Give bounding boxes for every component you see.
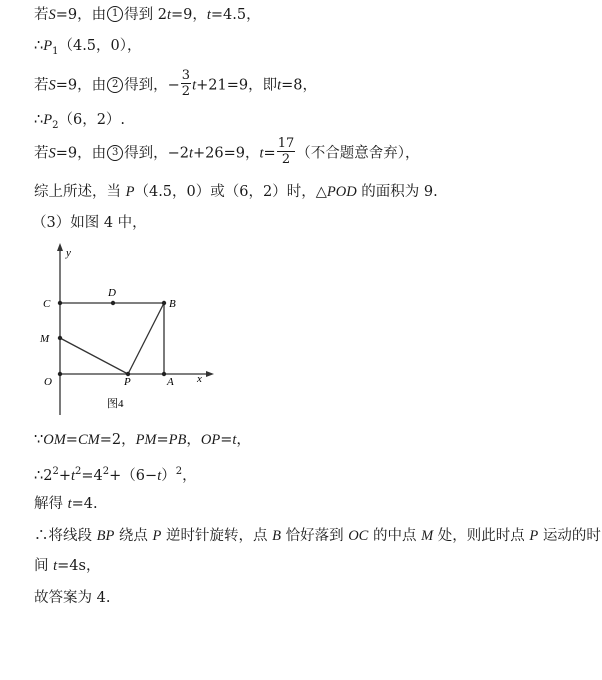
var-t: t	[232, 432, 237, 448]
var-p: P	[43, 112, 53, 128]
var-s: S	[48, 145, 56, 162]
point-o	[58, 372, 62, 376]
figure-4	[30, 240, 220, 420]
text: ，	[236, 432, 251, 448]
var-t: t	[53, 558, 58, 574]
text: 得到，−2	[124, 145, 189, 162]
text: 解得	[34, 496, 68, 512]
text: =9，	[171, 7, 207, 23]
text: ）	[161, 467, 176, 484]
text: 若	[34, 145, 49, 162]
solution-line-3	[34, 70, 317, 101]
therefore-symbol: ∴	[34, 467, 44, 484]
solution-line-1	[34, 5, 261, 25]
segment-pb: PB	[168, 432, 187, 448]
text: 若	[34, 77, 49, 94]
exponent: 2	[52, 466, 59, 477]
exponent: 2	[102, 466, 110, 477]
subscript: 1	[52, 45, 59, 57]
var-t: t	[259, 145, 264, 162]
text: 运动的时	[538, 528, 601, 544]
text: 的面积为 9.	[356, 184, 438, 200]
label-d: D	[108, 287, 116, 299]
text: =9，由	[55, 7, 107, 23]
text: +26=9，	[193, 145, 260, 162]
text: （4.5，0）或（6，2）时，△	[134, 184, 327, 200]
text: 恰好落到	[280, 528, 349, 544]
solution-line-13	[34, 588, 110, 608]
text: 逆时针旋转，点	[161, 528, 273, 544]
label-o: O	[44, 376, 52, 388]
text: 绕点	[114, 528, 153, 544]
because-symbol: ∵	[34, 432, 44, 448]
text: 2	[43, 467, 53, 484]
solution-line-8	[34, 430, 251, 450]
text: =	[220, 432, 233, 448]
label-c: C	[43, 298, 51, 310]
point-m: M	[421, 528, 434, 544]
final-answer: 故答案为 4.	[34, 590, 111, 606]
text: ，	[186, 432, 201, 448]
text: +	[58, 467, 71, 484]
text: =4s，	[57, 558, 101, 574]
segment-op: OP	[200, 432, 221, 448]
text: 若	[34, 7, 49, 23]
var-t: t	[189, 145, 194, 162]
text: 间	[34, 558, 54, 574]
x-axis-label: x	[197, 373, 202, 385]
x-axis-arrow	[206, 371, 214, 377]
label-a: A	[167, 376, 174, 388]
numerator: 17	[277, 136, 295, 151]
var-t: t	[67, 496, 72, 512]
solution-line-7	[32, 213, 147, 233]
exponent: 2	[75, 466, 82, 477]
y-axis-label: y	[66, 247, 71, 259]
point-c	[58, 301, 62, 305]
text: +（6−	[109, 467, 158, 484]
solution-line-12	[34, 556, 100, 576]
segment-pm: PM	[135, 432, 157, 448]
exponent: 2	[175, 466, 183, 477]
numerator: 3	[181, 68, 191, 83]
denominator: 2	[281, 152, 291, 167]
var-t: t	[206, 7, 211, 23]
var-t: t	[157, 467, 162, 484]
therefore-symbol: ∴	[34, 38, 44, 54]
point-p: P	[152, 528, 162, 544]
segment-pb	[128, 303, 164, 374]
text: =4.	[71, 496, 98, 512]
segment-bp: BP	[96, 528, 115, 544]
text: （4.5，0），	[58, 38, 142, 54]
solution-line-5	[34, 138, 420, 169]
var-t: t	[277, 77, 282, 94]
fraction	[181, 68, 191, 99]
figure-caption: 图4	[107, 398, 124, 410]
text: 的中点	[368, 528, 422, 544]
text: 综上所述，当	[34, 184, 126, 200]
segment-mp	[60, 338, 128, 374]
solution-line-6	[34, 182, 438, 202]
y-axis-arrow	[57, 243, 63, 251]
var-t: t	[166, 7, 171, 23]
denominator: 2	[181, 84, 191, 99]
var-p: P	[43, 38, 53, 54]
circled-number: 2	[107, 77, 123, 93]
triangle-name: POD	[326, 184, 357, 200]
var-t: t	[71, 467, 76, 484]
point-p: P	[529, 528, 539, 544]
var-p: P	[125, 184, 135, 200]
solution-line-4	[34, 110, 125, 136]
fraction	[277, 136, 296, 167]
point-a	[162, 372, 166, 376]
var-s: S	[48, 7, 56, 23]
text: =	[156, 432, 169, 448]
text: =4	[81, 467, 103, 484]
text: （不合题意舍弃），	[296, 145, 420, 162]
solution-line-10	[34, 494, 98, 514]
var-t: t	[192, 77, 197, 94]
text: （6，2）.	[58, 112, 126, 128]
var-s: S	[48, 77, 56, 94]
circled-number: 1	[107, 6, 123, 22]
segment-cm: CM	[77, 432, 100, 448]
text: =	[263, 145, 276, 162]
label-b: B	[169, 298, 176, 310]
solution-line-2	[34, 36, 142, 62]
solution-line-11	[34, 526, 601, 546]
text: ，	[182, 467, 197, 484]
segment-om: OM	[43, 432, 66, 448]
text: =	[65, 432, 78, 448]
text: 得到，−	[124, 77, 180, 94]
point-b: B	[272, 528, 281, 544]
text: 得到 2	[124, 7, 167, 23]
text: ∴将线段	[34, 528, 97, 544]
point-b	[162, 301, 166, 305]
circled-number: 3	[107, 145, 123, 161]
label-p: P	[124, 376, 131, 388]
label-m: M	[40, 333, 50, 345]
text: =8，	[281, 77, 317, 94]
text: =9，由	[55, 77, 107, 94]
text: +21=9，即	[196, 77, 278, 94]
therefore-symbol: ∴	[34, 112, 44, 128]
point-d	[111, 301, 115, 305]
text: =4.5，	[210, 7, 261, 23]
point-m	[58, 336, 62, 340]
text: =9，由	[55, 145, 107, 162]
segment-oc: OC	[348, 528, 369, 544]
text: 处，则此时点	[433, 528, 530, 544]
text: =2，	[99, 432, 136, 448]
solution-line-9	[34, 462, 197, 486]
part-heading: （3）如图 4 中，	[32, 215, 147, 231]
subscript: 2	[52, 119, 59, 131]
